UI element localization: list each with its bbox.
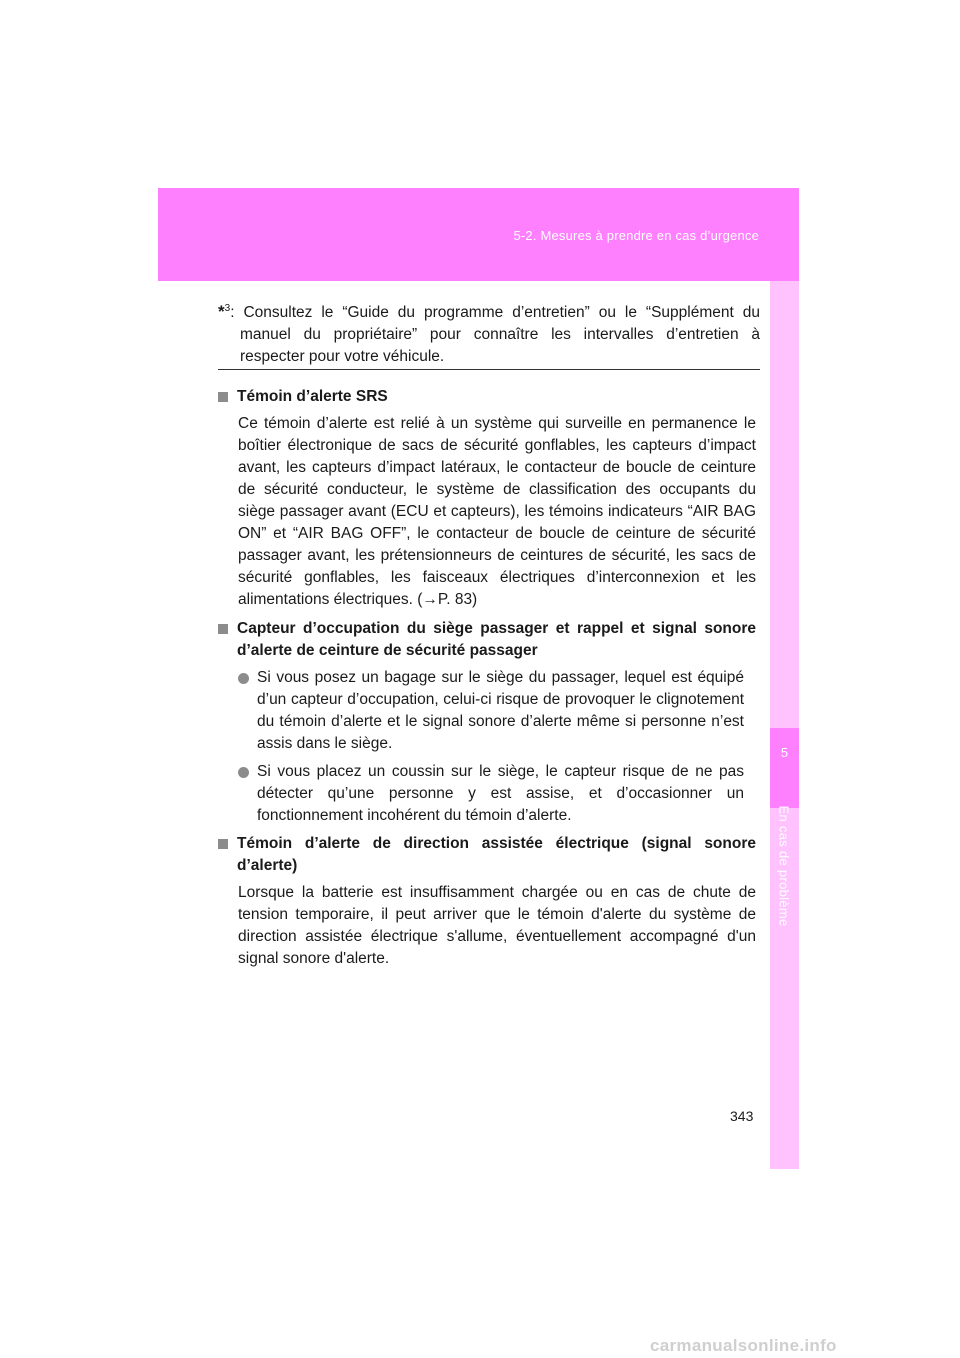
footnote-asterisk: *: [218, 302, 225, 322]
section-paragraph: Lorsque la batterie est insuffisamment chargée ou en cas de chute de tension temporaire, il peut arriver que le témoin d'alerte du système de direction assistée électrique s'allume, éventuellement accompagné d'un signal sonore d'alerte.: [238, 884, 756, 967]
footnote-block: [218, 298, 760, 378]
section-heading: [218, 618, 756, 662]
page-number: 343: [730, 1108, 754, 1124]
section-heading-text: Témoin d’alerte de direction assistée électrique (signal sonore d’alerte): [237, 835, 756, 874]
section-title: 5-2. Mesures à prendre en cas d’urgence: [513, 228, 759, 243]
chapter-number-tab: [770, 728, 799, 808]
section-occupant-sensor: [218, 618, 756, 827]
section-heading-text: Témoin d’alerte SRS: [237, 388, 388, 405]
footnote-number: 3: [224, 303, 231, 314]
section-heading: [218, 386, 756, 408]
chapter-title: En cas de problème: [776, 805, 792, 927]
list-item-text: Si vous posez un bagage sur le siège du passager, lequel est équipé d’un capteur d’occupation, celui-ci risque de provoquer le clignotement du témoin d’alerte et le signal sonore d’alerte même si personne n’est assis dans le siège.: [257, 669, 744, 752]
square-bullet-icon: [218, 392, 228, 402]
list-item: [218, 761, 756, 827]
square-bullet-icon: [218, 839, 228, 849]
side-tab-strip: [770, 281, 799, 1169]
footnote-text: : Consultez le “Guide du programme d’entretien” ou le “Supplément du manuel du propriétaire” pour connaître les intervalles d’entretien à respecter pour votre véhicule.: [230, 304, 760, 366]
section-power-steering: [218, 833, 756, 970]
list-item-text: Si vous placez un coussin sur le siège, le capteur risque de ne pas détecter qu’une personne y est assise, et d’occasionner un fonctionnement incohérent du témoin d’alerte.: [257, 763, 744, 824]
section-heading: [218, 833, 756, 877]
section-heading-text: Capteur d’occupation du siège passager et rappel et signal sonore d’alerte de ceinture de sécurité passager: [237, 620, 756, 659]
circle-bullet-icon: [238, 767, 249, 778]
watermark-link[interactable]: carmanualsonline.info: [650, 1336, 837, 1355]
chapter-number: 5: [780, 745, 789, 760]
square-bullet-icon: [218, 624, 228, 634]
footnote: [218, 298, 760, 378]
list-item: [218, 667, 756, 755]
circle-bullet-icon: [238, 673, 249, 684]
section-paragraph: Ce témoin d’alerte est relié à un système qui surveille en permanence le boîtier électronique de sacs de sécurité gonflables, les capteurs d’impact avant, les capteurs d’impact latéraux, le contacteur de boucle de ceinture de sécurité conducteur, le système de classification des occupants du siège passager avant (ECU et capteurs), les témoins indicateurs “AIR BAG ON” et “AIR BAG OFF”, le contacteur de boucle de ceinture de sécurité passager avant, les prétensionneurs de ceintures de sécurité, les sacs de sécurité gonflables, les faisceaux électriques d’interconnexion et les alimentations électriques. (→P. 83): [238, 415, 756, 608]
main-body: [218, 386, 756, 977]
separator-rule: [218, 369, 760, 370]
header-band: [158, 188, 799, 281]
section-srs: [218, 386, 756, 611]
